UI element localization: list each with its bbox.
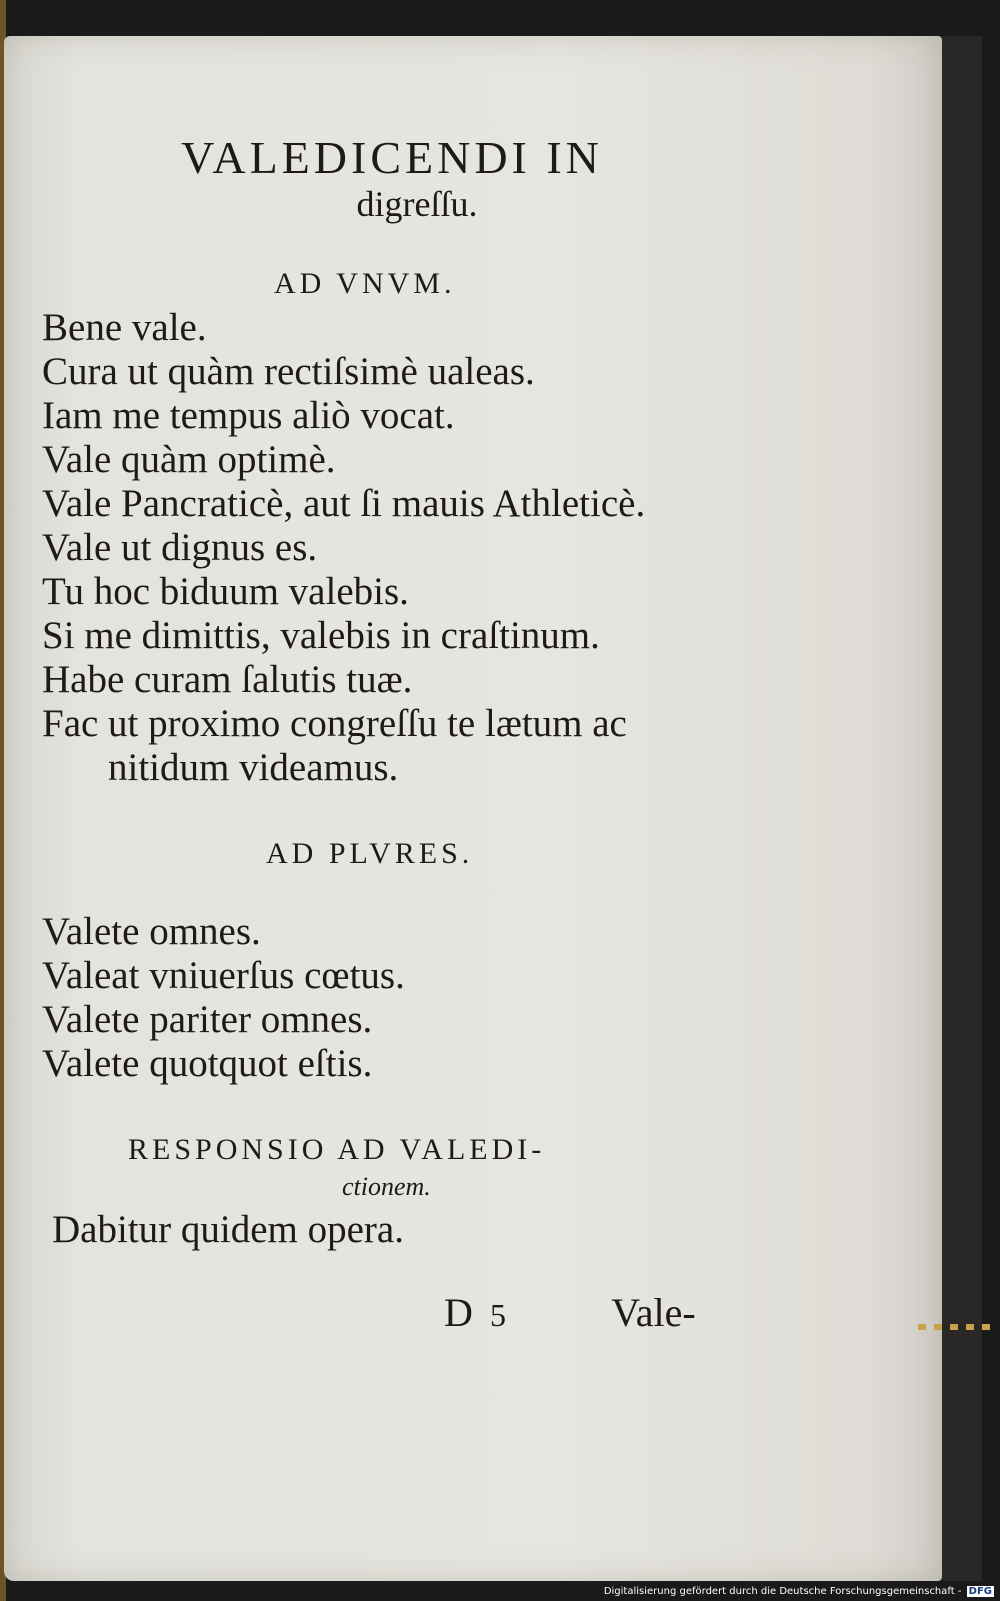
text-line: Si me dimittis, valebis in craſtinum. bbox=[42, 614, 600, 657]
page-title: VALEDICENDI IN bbox=[181, 132, 603, 183]
section-heading-continuation: ctionem. bbox=[342, 1172, 431, 1201]
text-line-part: Fac ut proximo congreſſu te lætum ac bbox=[42, 702, 627, 745]
facing-page-edge bbox=[942, 36, 982, 1581]
text-line: Habe curam ſalutis tuæ. bbox=[42, 658, 413, 701]
text-line: Vale ut dignus es. bbox=[42, 526, 318, 569]
book-page bbox=[4, 36, 942, 1581]
section-heading-ad-plures: AD PLVRES. bbox=[266, 837, 474, 870]
text-line: Valete omnes. bbox=[42, 910, 261, 953]
section-heading-ad-unum: AD VNVM. bbox=[274, 267, 456, 300]
text-line-wrapped bbox=[42, 702, 782, 790]
text-line: Iam me tempus aliò vocat. bbox=[42, 394, 455, 437]
text-line: Valete quotquot eſtis. bbox=[42, 1042, 373, 1085]
text-line-continuation: nitidum videamus. bbox=[108, 746, 399, 789]
text-line: Vale Pancraticè, aut ſi mauis Athleticè. bbox=[42, 482, 646, 525]
text-line: Valeat vniuerſus cœtus. bbox=[42, 954, 405, 997]
signature-mark: D bbox=[444, 1290, 473, 1335]
text-line: Valete pariter omnes. bbox=[42, 998, 373, 1041]
section-lines-ad-plures bbox=[42, 910, 782, 1086]
digitization-credit bbox=[604, 1586, 994, 1597]
page-footer bbox=[444, 1288, 696, 1340]
text-line: Vale quàm optimè. bbox=[42, 438, 336, 481]
page-number: 5 bbox=[490, 1297, 506, 1333]
ruler-mark bbox=[918, 1324, 998, 1330]
section-heading-responsio: RESPONSIO AD VALEDI- bbox=[128, 1133, 546, 1166]
text-line: Tu hoc biduum valebis. bbox=[42, 570, 409, 613]
section-lines-ad-unum bbox=[42, 306, 782, 790]
dfg-logo: DFG bbox=[968, 1586, 992, 1597]
page-subtitle: digreſſu. bbox=[356, 184, 478, 224]
text-line: Bene vale. bbox=[42, 306, 207, 349]
credit-text: Digitalisierung gefördert durch die Deutsche Forschungsgemeinschaft - bbox=[603, 1586, 962, 1597]
text-line: Dabitur quidem opera. bbox=[52, 1208, 404, 1251]
page-text bbox=[42, 132, 782, 1252]
catchword: Vale- bbox=[611, 1290, 696, 1335]
text-line: Cura ut quàm rectiſsimè ualeas. bbox=[42, 350, 535, 393]
